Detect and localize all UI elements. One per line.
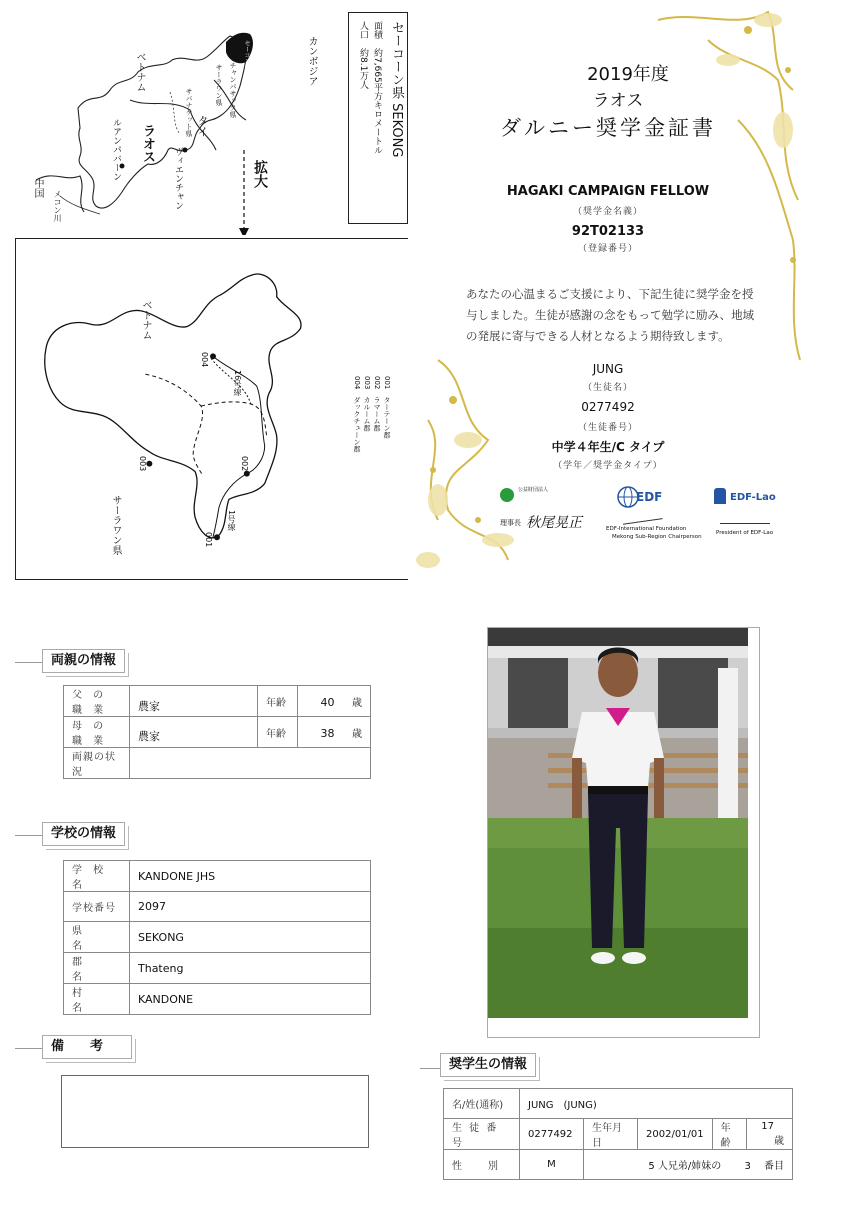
org1-prefix: 公益財団法人 <box>518 487 549 493</box>
cert-title: ダルニー奨学金証書 <box>500 116 716 140</box>
map-label-sekong-small: セーコン県 <box>243 40 250 70</box>
map-label-savannakhet: サバナケット県 <box>185 88 193 137</box>
birth-order-label: 番目 <box>764 1161 784 1172</box>
age-unit: 歳 <box>352 728 362 740</box>
grade: 中学４年生/C タイプ <box>551 440 665 454</box>
map-label-vietnam: ベトナム <box>134 52 145 92</box>
map-label-thailand: タイ <box>196 115 209 137</box>
province-population: 人口 約8.1万人 <box>358 21 368 90</box>
message-line: あなたの心温まるご支援により、下記生徒に奨学金を授 <box>466 287 754 301</box>
detail-map <box>15 238 410 580</box>
siblings-label: 人兄弟/姉妹の <box>657 1161 722 1172</box>
overview-map <box>0 0 340 235</box>
siblings-cell <box>584 1150 793 1180</box>
map-label-champasak: チャンパサック県 <box>229 62 237 118</box>
mother-age-label: 年齢 <box>258 717 298 748</box>
map-label-vientiane: ヴィエンチャン <box>173 147 183 210</box>
student-section-title: 奨学生の情報 <box>440 1053 536 1077</box>
remarks-box <box>61 1075 369 1148</box>
cert-message <box>466 284 806 347</box>
student-no-label: 生 徒 番 号 <box>444 1119 520 1150</box>
remarks-section-title: 備 考 <box>42 1035 132 1059</box>
student-no-value: 0277492 <box>520 1119 584 1150</box>
org1-role: 理事長 <box>500 519 521 527</box>
section-rule <box>15 1048 43 1049</box>
student-no-caption: （生徒番号） <box>577 423 638 433</box>
map-label-china: 中国 <box>32 178 43 198</box>
mother-age-value: 38 <box>320 726 335 740</box>
section-rule <box>15 835 43 836</box>
map-label-salavan: サーラワン県 <box>215 64 223 106</box>
father-age-label: 年齢 <box>258 686 298 717</box>
school-number-value: 2097 <box>130 892 371 922</box>
detail-label-vietnam: ベトナム <box>140 300 151 340</box>
student-age-unit: 歳 <box>774 1136 784 1147</box>
map-label-laos: ラオス <box>140 124 155 163</box>
student-age-cell <box>746 1119 792 1150</box>
district-value: Thateng <box>130 953 371 984</box>
reg-no-caption: （登録番号） <box>577 244 638 254</box>
student-name: JUNG <box>592 362 624 376</box>
org3-logo: EDF-Lao <box>730 492 776 503</box>
student-photo-image <box>488 628 748 1018</box>
legend-item: 004 ダックチューン郡 <box>353 376 361 453</box>
fellow-name: HAGAKI CAMPAIGN FELLOW <box>506 184 710 199</box>
birth-order: 3 <box>744 1161 751 1172</box>
cert-year: 2019年度 <box>587 64 669 85</box>
legend-item: 003 カルーム郡 <box>363 376 371 432</box>
scholarship-certificate <box>408 0 808 582</box>
map-label-luang-prabang: ルアンパバーン <box>111 118 121 181</box>
school-name-label: 学 校 名 <box>64 861 130 892</box>
message-line: 与しました。生徒が感謝の念をもって勉学に励み、地域 <box>466 308 755 322</box>
org2-caption2: Mekong Sub-Region Chairperson <box>612 534 702 540</box>
age-unit: 歳 <box>352 697 362 709</box>
legend-item: 002 ラマーム郡 <box>373 376 381 432</box>
map-label-cambodia: カンボジア <box>306 36 317 86</box>
mother-job-label: 母 の 職 業 <box>64 717 130 748</box>
section-rule <box>420 1068 442 1069</box>
section-rule <box>15 662 43 663</box>
province-area: 面積 約7,665平方キロメートル <box>372 21 382 155</box>
school-section-title: 学校の情報 <box>42 822 125 846</box>
village-label: 村 名 <box>64 984 130 1015</box>
student-age-value: 17 <box>761 1121 774 1132</box>
gender-label: 性 別 <box>444 1150 520 1180</box>
student-no: 0277492 <box>581 400 635 414</box>
father-age-value: 40 <box>320 695 335 709</box>
detail-point-004: 004 <box>200 352 209 368</box>
edf-lao-icon <box>714 488 726 504</box>
student-table <box>443 1088 793 1180</box>
enlarge-label: 拡大 <box>252 160 268 188</box>
fellow-name-caption: （奨学金名義） <box>572 207 643 217</box>
gender-value: M <box>520 1150 584 1180</box>
reg-no: 92T02133 <box>571 224 645 239</box>
province-value: SEKONG <box>130 922 371 953</box>
org3-caption: President of EDF-Lao <box>716 530 774 536</box>
father-job-value: 農家 <box>130 686 258 717</box>
mother-job-value: 農家 <box>130 717 258 748</box>
dob-label: 生年月日 <box>584 1119 638 1150</box>
school-table <box>63 860 371 1015</box>
detail-label-route1: 1号線 <box>227 510 236 532</box>
parents-status-value <box>130 748 371 779</box>
name-value: JUNG (JUNG) <box>520 1089 793 1119</box>
legend-item: 001 ターテーン郡 <box>383 376 391 439</box>
district-label: 郡 名 <box>64 953 130 984</box>
province-name: セーコーン県 SEKONG <box>389 21 404 158</box>
org2-logo: EDF <box>636 490 663 504</box>
student-photo-frame <box>487 627 760 1038</box>
parents-section-title: 両親の情報 <box>42 649 125 673</box>
org2-caption1: EDF-International Foundation <box>606 526 687 532</box>
name-label: 名/姓(通称) <box>444 1089 520 1119</box>
village-value: KANDONE <box>130 984 371 1015</box>
detail-point-003: 003 <box>138 456 147 472</box>
father-age-cell <box>298 686 371 717</box>
father-job-label: 父 の 職 業 <box>64 686 130 717</box>
parents-table <box>63 685 371 779</box>
school-name-value: KANDONE JHS <box>130 861 371 892</box>
cert-country: ラオス <box>592 91 644 111</box>
org3-signature <box>720 516 770 524</box>
message-line: の発展に寄与できる人材となるよう期待致します。 <box>466 329 730 343</box>
mother-age-cell <box>298 717 371 748</box>
province-info-box <box>348 12 408 224</box>
map-label-mekong: メコン川 <box>53 190 62 222</box>
student-name-caption: （生徒名） <box>582 383 633 393</box>
student-photo <box>488 628 748 1018</box>
detail-point-001: 001 <box>204 532 213 548</box>
school-number-label: 学校番号 <box>64 892 130 922</box>
grade-caption: （学年／奨学金タイプ） <box>553 461 663 471</box>
detail-point-002: 002 <box>240 456 249 472</box>
student-age-label: 年齢 <box>712 1119 746 1150</box>
province-label: 県 名 <box>64 922 130 953</box>
siblings-count: 5 <box>648 1161 655 1172</box>
detail-label-route16: 16号線 <box>233 370 242 397</box>
detail-label-salavan: サーラワン県 <box>110 495 121 555</box>
org1-logo-icon <box>500 488 514 502</box>
parents-status-label: 両親の状況 <box>64 748 130 779</box>
dob-value: 2002/01/01 <box>638 1119 713 1150</box>
org1-signature: 秋尾晃正 <box>526 515 582 531</box>
